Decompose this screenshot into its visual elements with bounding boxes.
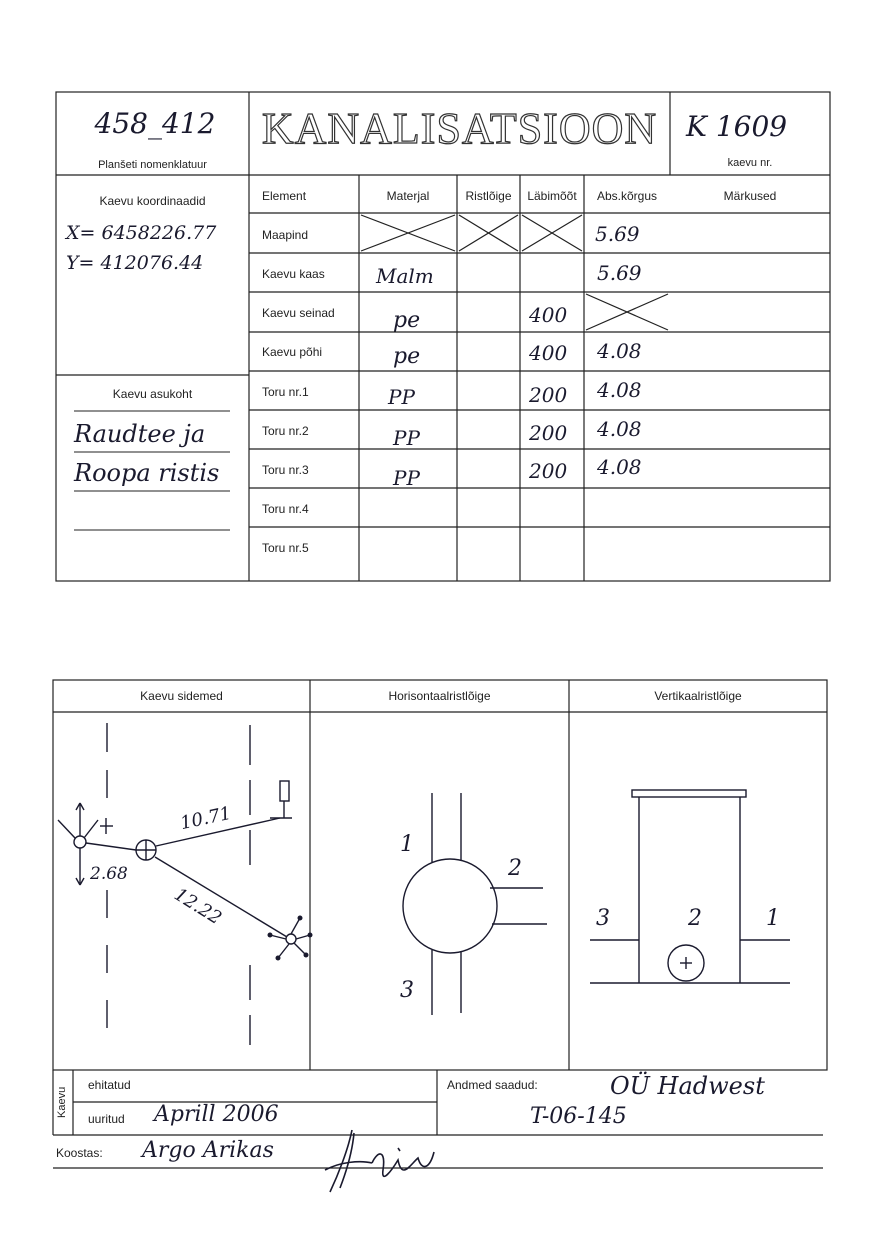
page-title: KANALISATSIOON — [261, 104, 658, 153]
table-row-material: PP — [388, 385, 415, 409]
table-row-height: 4.08 — [597, 417, 642, 441]
built-label: ehitatud — [88, 1078, 131, 1092]
vertical-section-sketch — [590, 790, 790, 983]
table-row-diameter: 400 — [529, 303, 568, 327]
panel-title-horizontal-section: Horisontaalristlõige — [388, 689, 491, 703]
table-row-element: Kaevu kaas — [262, 267, 325, 281]
table-row-element: Toru nr.1 — [262, 385, 309, 399]
author-name: Argo Arikas — [142, 1138, 274, 1163]
distance-to-lower-point: 12.22 — [170, 883, 226, 930]
location-line-2: Roopa ristis — [74, 459, 220, 487]
signature — [325, 1130, 434, 1192]
table-row-element: Maapind — [262, 228, 309, 242]
tie-sketch — [58, 723, 310, 1045]
data-reference: T-06-145 — [530, 1104, 627, 1129]
well-number: K 1609 — [686, 110, 788, 143]
table-row-material: PP — [393, 426, 420, 450]
data-received-label: Andmed saadud: — [447, 1078, 538, 1092]
well-number-label: kaevu nr. — [727, 157, 773, 169]
panel-title-ties: Kaevu sidemed — [140, 689, 223, 703]
pipe-label-v-3: 3 — [596, 906, 610, 931]
coordinates-label: Kaevu koordinaadid — [99, 194, 206, 208]
location-label: Kaevu asukoht — [112, 387, 193, 401]
table-row-height: 4.08 — [597, 455, 642, 479]
surveyed-date: Aprill 2006 — [154, 1102, 279, 1127]
table-row-diameter: 400 — [529, 341, 568, 365]
data-source: OÜ Hadwest — [610, 1072, 765, 1100]
horizontal-section-sketch — [403, 793, 547, 1015]
sheet-number-label: Planšeti nomenklatuur — [98, 159, 207, 171]
table-row-element: Kaevu seinad — [262, 306, 335, 320]
surveyed-label: uuritud — [88, 1112, 125, 1126]
tie-sketch-dots — [268, 916, 313, 961]
column-header-cross-section: Ristlõige — [465, 189, 512, 203]
column-header-element: Element — [262, 189, 307, 203]
column-header-material: Materjal — [386, 189, 430, 203]
table-row-material: pe — [393, 308, 421, 333]
pipe-label-v-2: 2 — [688, 906, 702, 931]
table-row-height: 4.08 — [597, 378, 642, 402]
table-row-material: Malm — [376, 264, 434, 288]
table-row-element: Toru nr.4 — [262, 502, 309, 516]
sheet-number: 458_412 — [94, 107, 216, 140]
table-row-material: PP — [393, 466, 420, 490]
table-row-diameter: 200 — [529, 421, 568, 445]
table-row-element: Toru nr.3 — [262, 463, 309, 477]
pipe-label-h-2: 2 — [508, 856, 522, 881]
column-header-diameter: Läbimõõt — [527, 189, 577, 203]
table-row-height: 4.08 — [597, 339, 642, 363]
column-header-abs-height: Abs.kõrgus — [596, 189, 658, 203]
distance-to-hydrant: 10.71 — [178, 802, 234, 835]
pipe-label-v-1: 1 — [766, 906, 780, 931]
table-row-element: Toru nr.2 — [262, 424, 309, 438]
coordinate-x: X= 6458226.77 — [66, 222, 217, 244]
pipe-label-h-3: 3 — [400, 978, 414, 1003]
panel-title-vertical-section: Vertikaalristlõige — [654, 689, 742, 703]
table-row-diameter: 200 — [529, 459, 568, 483]
side-label-well: Kaevu — [56, 1086, 68, 1118]
table-row-height: 5.69 — [595, 222, 640, 246]
table-row-material: pe — [393, 344, 421, 369]
table-row-diameter: 200 — [529, 383, 568, 407]
coordinate-y: Y= 412076.44 — [66, 252, 204, 274]
column-header-notes: Märkused — [723, 189, 777, 203]
table-row-element: Kaevu põhi — [262, 345, 323, 359]
table-row-element: Toru nr.5 — [262, 541, 309, 555]
author-label: Koostas: — [56, 1146, 103, 1160]
table-row-height: 5.69 — [597, 261, 642, 285]
pipe-label-h-1: 1 — [400, 832, 414, 857]
distance-to-reference: 2.68 — [90, 864, 128, 884]
location-line-1: Raudtee ja — [74, 420, 206, 448]
